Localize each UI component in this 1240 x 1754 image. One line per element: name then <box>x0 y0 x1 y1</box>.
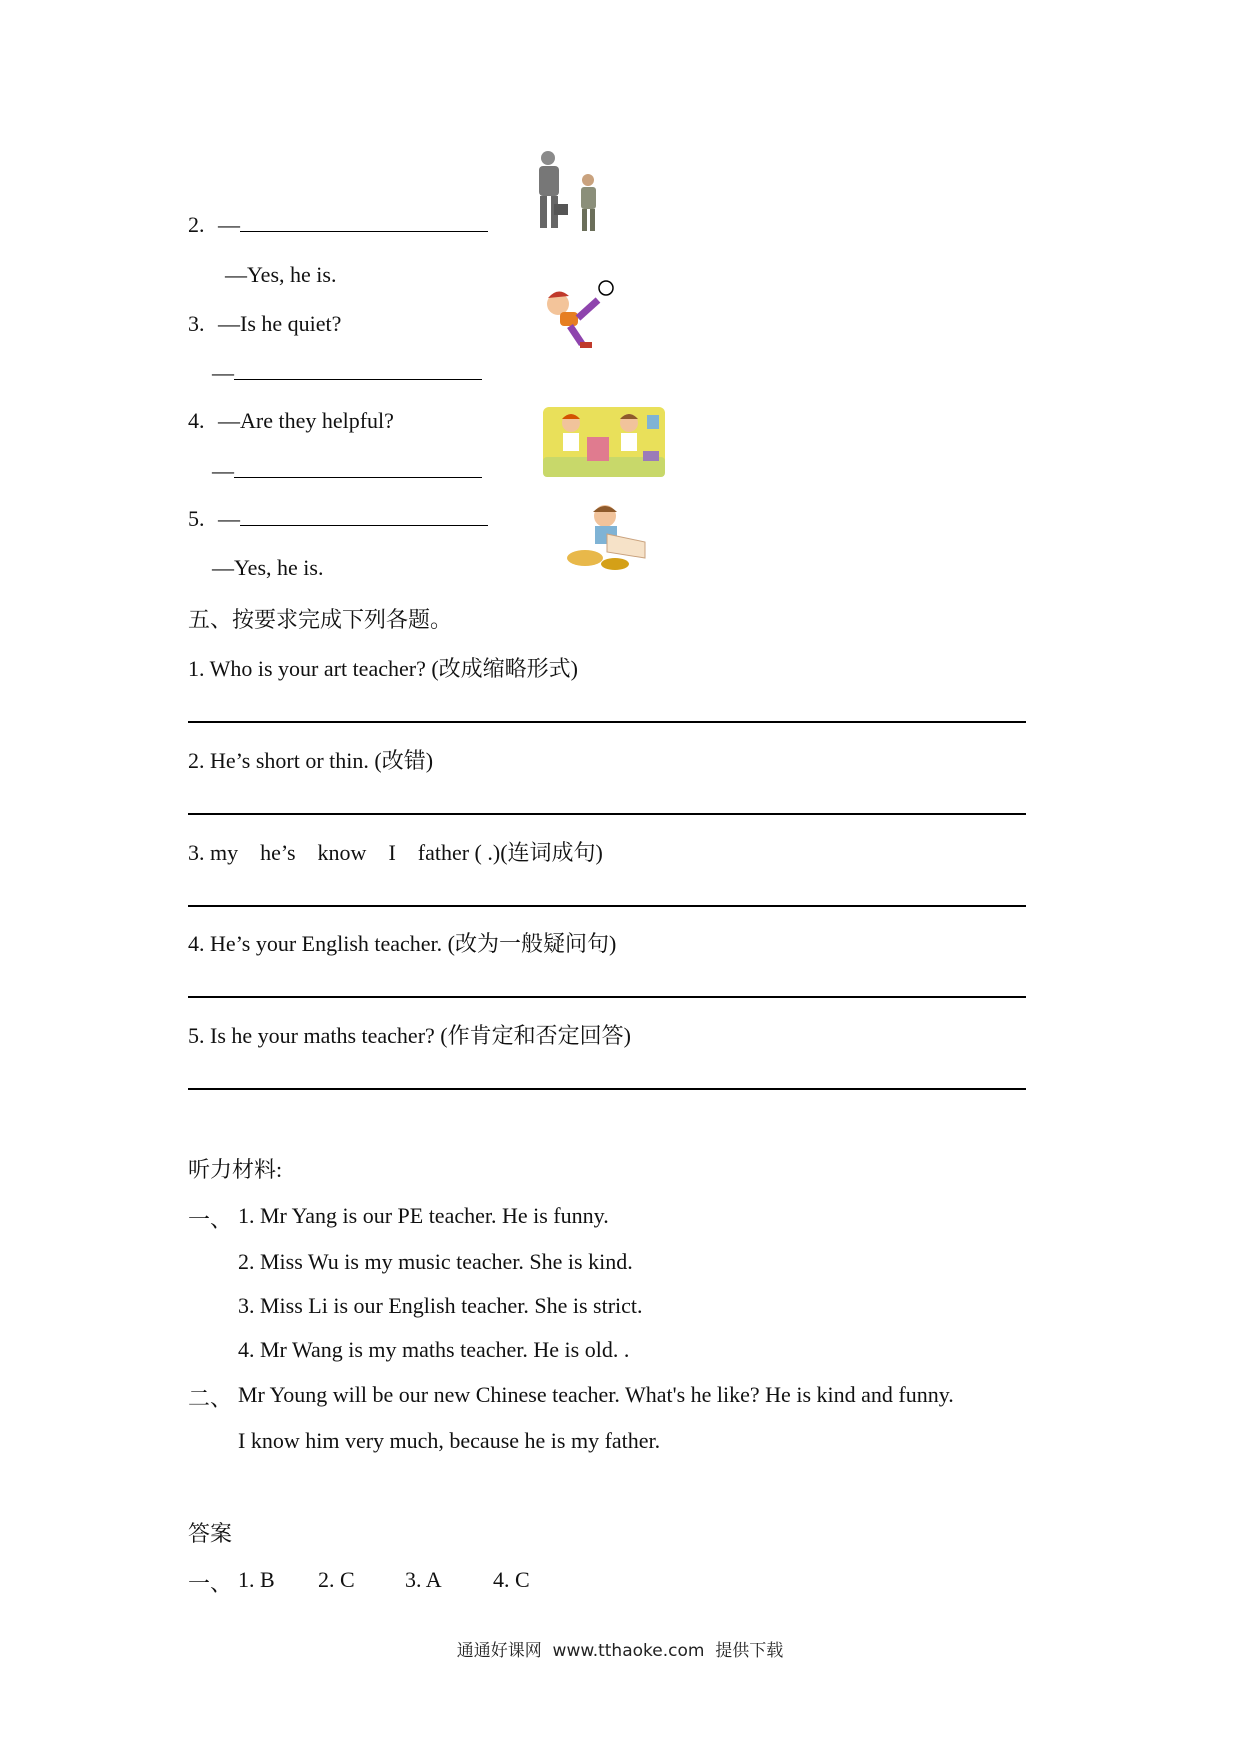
q3-dash: — <box>212 360 234 385</box>
q3-answer-line <box>212 360 482 386</box>
q3-line <box>188 311 341 337</box>
student-studying-illustration <box>563 502 653 572</box>
q3-number: 3. <box>188 311 205 336</box>
q2-answer: —Yes, he is. <box>225 262 337 287</box>
answer-4: 4. C <box>493 1567 530 1592</box>
q5-number: 5. <box>188 506 205 531</box>
q5-dash: — <box>218 506 240 531</box>
part5-answer-line-2[interactable] <box>188 813 1026 815</box>
boy-kicking-ball-illustration <box>540 278 620 358</box>
q4-blank[interactable] <box>234 459 482 478</box>
q4-line <box>188 408 394 434</box>
teacher-and-student-illustration <box>530 150 610 238</box>
answer-1: 1. B <box>238 1567 275 1592</box>
answer-2: 2. C <box>318 1567 355 1592</box>
q5-answer: —Yes, he is. <box>212 555 324 580</box>
listening-p2-line-2: I know him very much, because he is my father. <box>238 1428 661 1453</box>
q5-blank[interactable] <box>240 507 488 526</box>
part5-answer-line-4[interactable] <box>188 996 1026 998</box>
part5-answer-line-3[interactable] <box>188 905 1026 907</box>
listening-p1-line-3: 3. Miss Li is our English teacher. She is strict. <box>238 1293 643 1318</box>
answers-heading: 答案 <box>188 1521 233 1546</box>
q5-line <box>188 506 488 532</box>
q4-question: —Are they helpful? <box>218 408 394 433</box>
part5-item-2: 2. He’s short or thin. (改错) <box>188 748 434 773</box>
listening-p1-line-2: 2. Miss Wu is my music teacher. She is kind. <box>238 1249 633 1274</box>
q2-line <box>188 212 488 238</box>
part5-item-3: 3. my he’s know I father ( .)(连词成句) <box>188 840 603 865</box>
q2-number: 2. <box>188 212 205 237</box>
listening-p1-line-1: 1. Mr Yang is our PE teacher. He is funny. <box>238 1203 609 1228</box>
q4-answer-line <box>212 458 482 484</box>
part5-answer-line-5[interactable] <box>188 1088 1026 1090</box>
listening-p2-prefix: 二、 <box>188 1386 233 1411</box>
part5-heading: 五、按要求完成下列各题。 <box>188 607 453 632</box>
listening-p1-prefix: 一、 <box>188 1207 233 1232</box>
q2-dash: — <box>218 212 240 237</box>
part5-item-1: 1. Who is your art teacher? (改成缩略形式) <box>188 656 578 681</box>
q3-blank[interactable] <box>234 361 482 380</box>
part5-item-5: 5. Is he your maths teacher? (作肯定和否定回答) <box>188 1023 631 1048</box>
part5-answer-line-1[interactable] <box>188 721 1026 723</box>
q3-question: —Is he quiet? <box>218 311 342 336</box>
listening-heading: 听力材料: <box>188 1157 283 1182</box>
students-cleaning-illustration <box>543 407 665 477</box>
answer-3: 3. A <box>405 1567 442 1592</box>
q4-number: 4. <box>188 408 205 433</box>
answers-prefix: 一、 <box>188 1571 233 1596</box>
q4-dash: — <box>212 458 234 483</box>
part5-item-4: 4. He’s your English teacher. (改为一般疑问句) <box>188 931 617 956</box>
listening-p2-line-1: Mr Young will be our new Chinese teacher. What's he like? He is kind and funny. <box>238 1382 954 1407</box>
footer-credit: 通通好课网 www.tthaoke.com 提供下载 <box>456 1641 784 1661</box>
listening-p1-line-4: 4. Mr Wang is my maths teacher. He is old. . <box>238 1337 630 1362</box>
q2-blank[interactable] <box>240 213 488 232</box>
